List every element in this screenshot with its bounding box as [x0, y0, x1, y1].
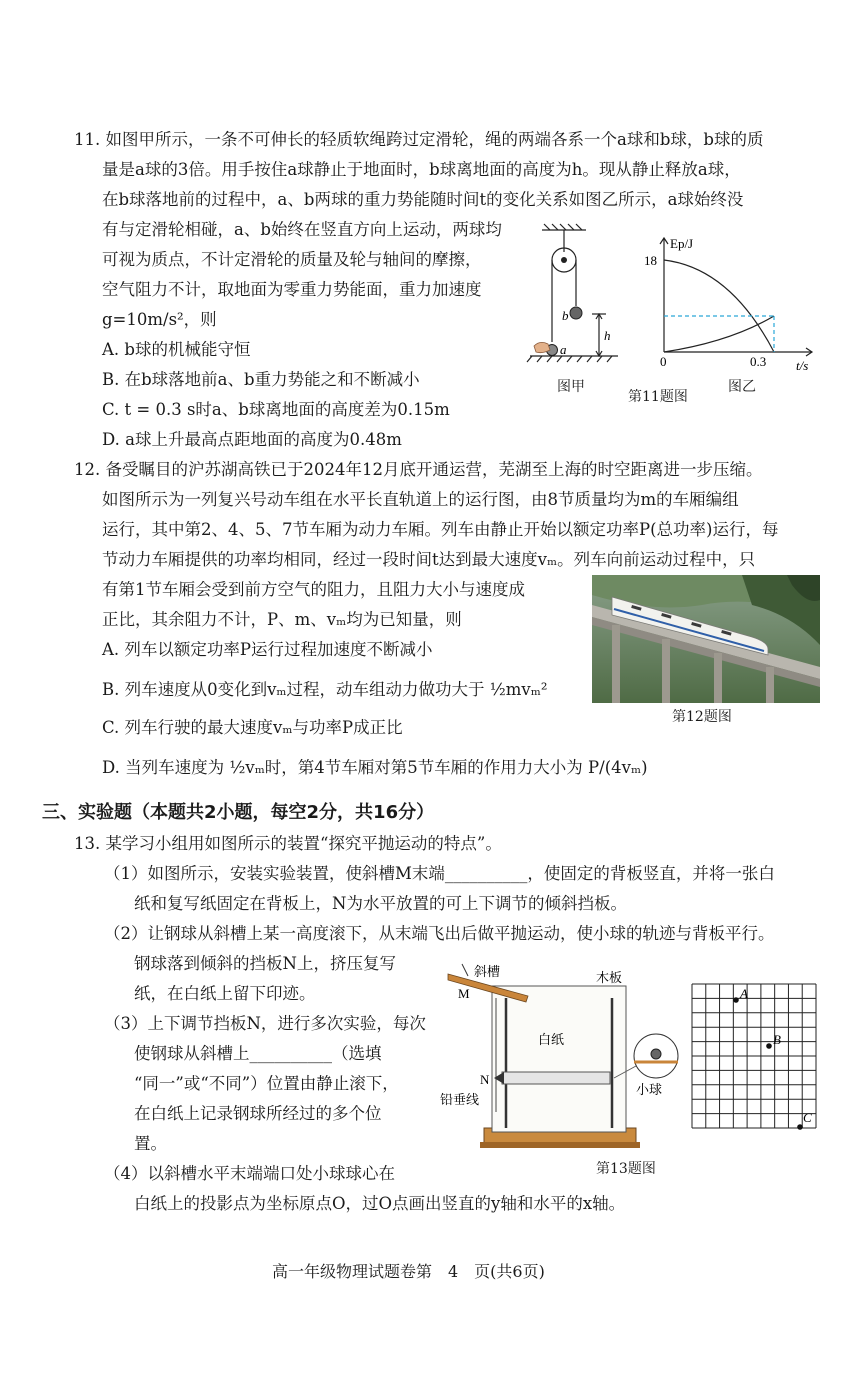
- graph-ylabel: Ep/J: [670, 236, 694, 251]
- label-N: N: [480, 1072, 490, 1087]
- fig-yi-caption: 图乙: [728, 379, 756, 395]
- q12-option-a: A. 列车以额定功率P运行过程加速度不断减小: [102, 640, 433, 659]
- point-c-label: C: [803, 1110, 812, 1125]
- point-a-label: A: [740, 986, 748, 1001]
- q13-fig-caption: 第13题图: [596, 1161, 656, 1177]
- q13-line-9: “同一”或“不同”）位置由静止滚下，: [134, 1074, 399, 1093]
- q13-line-4: （2）让钢球从斜槽上某一高度滚下，从末端飞出后做平抛运动，使小球的轨迹与背板平行。: [104, 924, 775, 943]
- q13-line-7: （3）上下调节挡板N，进行多次实验，每次: [104, 1014, 426, 1033]
- q11-fig-caption: 第11题图: [628, 389, 688, 405]
- graph-xlabel: t/s: [796, 358, 809, 373]
- hand-icon: [534, 342, 550, 352]
- q12-line-3: 运行，其中第2、4、5、7节车厢为动力车厢。列车由静止开始以额定功率P(总功率)运行，每: [102, 520, 779, 539]
- q11-line-1: 11. 如图甲所示，一条不可伸长的轻质软绳跨过定滑轮，绳的两端各系一个a球和b球，b球的质: [74, 130, 764, 149]
- point-b-label: B: [773, 1032, 781, 1047]
- graph-y-tick: 18: [644, 253, 657, 268]
- q11-option-d: D. a球上升最高点距地面的高度为0.48m: [102, 430, 402, 449]
- q13-line-12: （4）以斜槽水平末端端口处小球球心在: [104, 1164, 395, 1183]
- q13-line-13: 白纸上的投影点为坐标原点O，过O点画出竖直的y轴和水平的x轴。: [134, 1194, 626, 1213]
- q12-option-d: D. 当列车速度为 ½vₘ时，第4节车厢对第5节车厢的作用力大小为 P/(4vₘ): [102, 758, 648, 777]
- q12-option-c: C. 列车行驶的最大速度vₘ与功率P成正比: [102, 718, 403, 737]
- label-paper: 白纸: [538, 1033, 565, 1048]
- label-b: b: [562, 308, 569, 323]
- label-a: a: [560, 342, 567, 357]
- q12-line-2: 如图所示为一列复兴号动车组在水平长直轨道上的运行图，由8节质量均为m的车厢编组: [102, 490, 739, 509]
- ep-t-graph: [640, 232, 820, 374]
- trajectory-grid: [690, 982, 820, 1130]
- q13-line-2: （1）如图所示，安装实验装置，使斜槽M末端__________，使固定的背板竖直，并将一张白: [104, 864, 775, 883]
- q13-line-11: 置。: [134, 1134, 167, 1153]
- q11-option-c: C. t = 0.3 s时a、b球离地面的高度差为0.15m: [102, 400, 450, 419]
- q11-line-3: 在b球落地前的过程中，a、b两球的重力势能随时间t的变化关系如图乙所示，a球始终没: [102, 190, 744, 209]
- label-board: 木板: [596, 971, 623, 986]
- page-footer: 高一年级物理试题卷第 4 页(共6页): [272, 1262, 545, 1281]
- label-plumb: 铅垂线: [440, 1093, 480, 1108]
- apparatus-figure: [440, 962, 684, 1158]
- section-3-heading: 三、实验题（本题共2小题，每空2分，共16分）: [42, 802, 435, 823]
- q11-line-4: 有与定滑轮相碰，a、b始终在竖直方向上运动，两球均: [102, 220, 502, 239]
- q13-line-5: 钢球落到倾斜的挡板N上，挤压复写: [134, 954, 396, 973]
- label-ball: 小球: [636, 1083, 663, 1098]
- q12-line-4: 节动力车厢提供的功率均相同，经过一段时间t达到最大速度vₘ。列车向前运动过程中，只: [102, 550, 756, 569]
- graph-x-tick: 0.3: [750, 354, 767, 369]
- q13-line-6: 纸，在白纸上留下印迹。: [134, 984, 316, 1003]
- q11-option-a: A. b球的机械能守恒: [102, 340, 251, 359]
- q13-line-1: 13. 某学习小组用如图所示的装置“探究平抛运动的特点”。: [74, 834, 502, 853]
- point-c: [797, 1124, 803, 1130]
- q11-line-6: 空气阻力不计，取地面为零重力势能面，重力加速度: [102, 280, 482, 299]
- pulley-figure: [526, 222, 626, 372]
- q11-line-5: 可视为质点，不计定滑轮的质量及轮与轴间的摩擦，: [102, 250, 482, 269]
- q12-fig-caption: 第12题图: [672, 709, 732, 725]
- label-chute: 斜槽: [474, 965, 501, 980]
- label-M: M: [458, 986, 470, 1001]
- fig-jia-caption: 图甲: [557, 379, 585, 395]
- q11-option-b: B. 在b球落地前a、b重力势能之和不断减小: [102, 370, 420, 389]
- q12-line-5: 有第1节车厢会受到前方空气的阻力，且阻力大小与速度成: [102, 580, 525, 599]
- q11-line-7: g=10m/s²，则: [102, 310, 217, 329]
- q13-line-10: 在白纸上记录钢球所经过的多个位: [134, 1104, 382, 1123]
- label-h: h: [604, 328, 611, 343]
- q12-line-1: 12. 备受瞩目的沪苏湖高铁已于2024年12月底开通运营，芜湖至上海的时空距离进一步压缩。: [74, 460, 763, 479]
- train-photo: [592, 575, 820, 703]
- point-b: [766, 1043, 772, 1049]
- q11-line-2: 量是a球的3倍。用手按住a球静止于地面时，b球离地面的高度为h。现从静止释放a球，: [102, 160, 741, 179]
- graph-origin: 0: [660, 354, 667, 369]
- point-a: [733, 997, 739, 1003]
- q13-line-8: 使钢球从斜槽上__________（选填: [134, 1044, 382, 1063]
- q13-line-3: 纸和复写纸固定在背板上，N为水平放置的可上下调节的倾斜挡板。: [134, 894, 627, 913]
- q12-option-b: B. 列车速度从0变化到vₘ过程，动车组动力做功大于 ½mvₘ²: [102, 680, 548, 699]
- q12-line-6: 正比，其余阻力不计，P、m、vₘ均为已知量，则: [102, 610, 462, 629]
